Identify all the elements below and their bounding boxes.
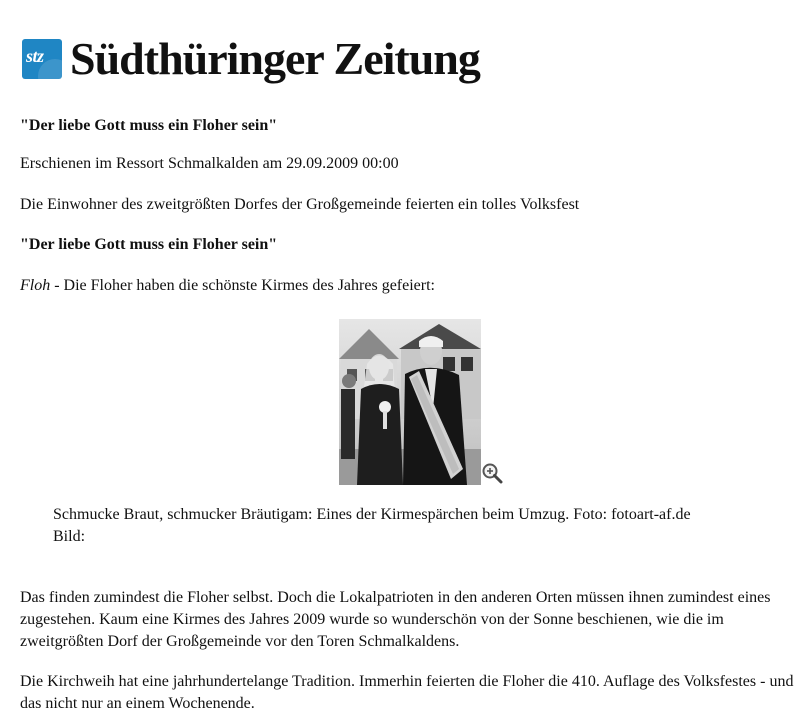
published-info: Erschienen im Ressort Schmalkalden am 29.09.2009 00:00 <box>20 155 399 172</box>
dateline: Floh <box>20 277 51 294</box>
article-lead <box>20 275 800 297</box>
lead-text: - Die Floher haben die schönste Kirmes des Jahres gefeiert: <box>50 277 435 294</box>
newspaper-logo <box>22 39 62 79</box>
article-headline: "Der liebe Gott muss ein Floher sein" <box>20 117 278 134</box>
logo-text: stz <box>26 46 44 66</box>
article-teaser: Die Einwohner des zweitgrößten Dorfes der Großgemeinde feierten ein tolles Volksfest <box>20 196 580 213</box>
article-paragraph: Das finden zumindest die Floher selbst. Doch die Lokalpatrioten in den anderen Orten müssen ihnen zumindest eines zugestehen. Kaum eine Kirmes des Jahres 2009 wurde so wunderschön von der Sonne beschienen, wie die im zweitgrößten Dorf der Großgemeinde vor den Toren Schmalkaldens. <box>20 589 771 650</box>
photo-image <box>339 319 481 485</box>
caption-label: Bild: <box>53 528 86 545</box>
article-photo[interactable] <box>339 319 481 485</box>
caption-text: Schmucke Braut, schmucker Bräutigam: Eines der Kirmespärchen beim Umzug. Foto: fotoart-af.de <box>53 506 691 523</box>
masthead <box>22 28 480 90</box>
zoom-in-icon[interactable] <box>481 462 503 484</box>
newspaper-name: Südthüringer Zeitung <box>70 33 480 84</box>
article-subheadline: "Der liebe Gott muss ein Floher sein" <box>20 236 278 253</box>
photo-caption <box>53 504 803 548</box>
article-paragraph: Die Kirchweih hat eine jahrhundertelange Tradition. Immerhin feierten die Floher die 410. Auflage des Volksfestes - und das nicht nur an einem Wochenende. <box>20 673 794 712</box>
